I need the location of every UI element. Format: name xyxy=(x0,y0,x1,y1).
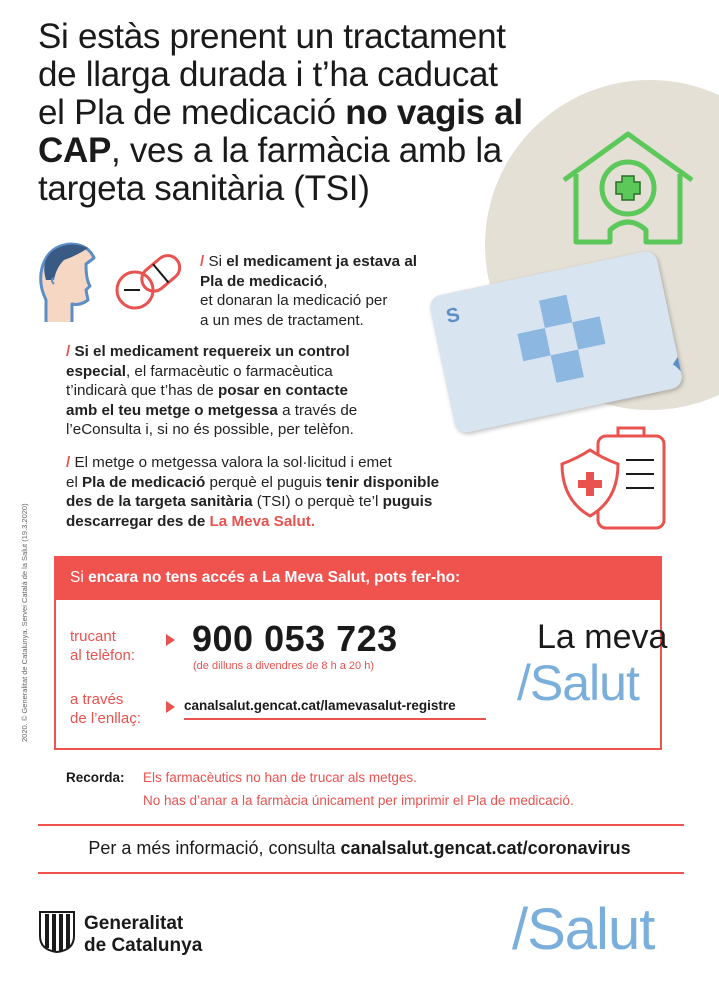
registration-link[interactable]: canalsalut.gencat.cat/lamevasalut-registre xyxy=(184,698,456,713)
pills-icon xyxy=(114,246,184,312)
page-title: Si estàs prenent un tractament de llarga durada i t’ha caducat el Pla de medicació no vagis al CAP, ves a la farmàcia amb la targeta sanitària (TSI) xyxy=(38,17,523,208)
person-head-icon xyxy=(36,240,100,326)
link-underline xyxy=(184,718,486,720)
divider-top xyxy=(38,824,684,826)
card-logo: S xyxy=(444,303,462,328)
info-block-1: / Si el medicament ja estava al Pla de medicació, et donaran la medicació per a un mes de tractament. xyxy=(200,253,417,329)
phone-hours: (de dilluns a divendres de 8 h a 20 h) xyxy=(193,660,375,672)
phone-label: trucant al telèfon: xyxy=(70,628,136,664)
phone-number[interactable]: 900 053 723 xyxy=(192,618,398,659)
arrow-icon xyxy=(166,634,175,646)
la-meva-salut-logo-slash: /Salut xyxy=(517,655,639,711)
copyright-note: 2020. © Generalitat de Catalunya. Servei Català de la Salut (19.3.2020) xyxy=(20,503,29,742)
recorda-line-2: No has d’anar a la farmàcia únicament per imprimir el Pla de medicació. xyxy=(143,793,574,808)
arrow-icon xyxy=(166,701,175,713)
info-block-2: / Si el medicament requereix un control especial, el farmacèutic o farmacèutica t’indicarà que t’has de posar en contacte amb el teu metge o metgessa a través de l’eConsulta i, si no és possible, per telèfon. xyxy=(66,343,358,438)
recorda-label: Recorda: xyxy=(66,770,125,785)
info-link[interactable]: canalsalut.gencat.cat/coronavirus xyxy=(340,838,631,858)
generalitat-emblem-icon xyxy=(38,910,76,954)
health-center-icon xyxy=(560,130,696,246)
medical-plan-clipboard-icon xyxy=(558,420,674,532)
more-info-line: Per a més informació, consulta canalsalut.gencat.cat/coronavirus xyxy=(88,838,631,858)
info-block-3: / El metge o metgessa valora la sol·licitud i emet el Pla de medicació perquè el puguis tenir disponible des de la targeta sanitària (TSI) o perquè te’l puguis descarregar des de La Meva Salut. xyxy=(66,454,440,530)
la-meva-salut-logo-text: La meva xyxy=(537,618,668,656)
link-label: a través de l’enllaç: xyxy=(70,691,141,727)
access-banner: Si encara no tens accés a La Meva Salut, pots fer-ho: xyxy=(54,556,662,600)
divider-bottom xyxy=(38,872,684,874)
recorda-line-1: Els farmacèutics no han de trucar als metges. xyxy=(143,770,417,785)
salut-logo: /Salut xyxy=(512,897,655,962)
generalitat-name: Generalitat de Catalunya xyxy=(84,913,203,956)
